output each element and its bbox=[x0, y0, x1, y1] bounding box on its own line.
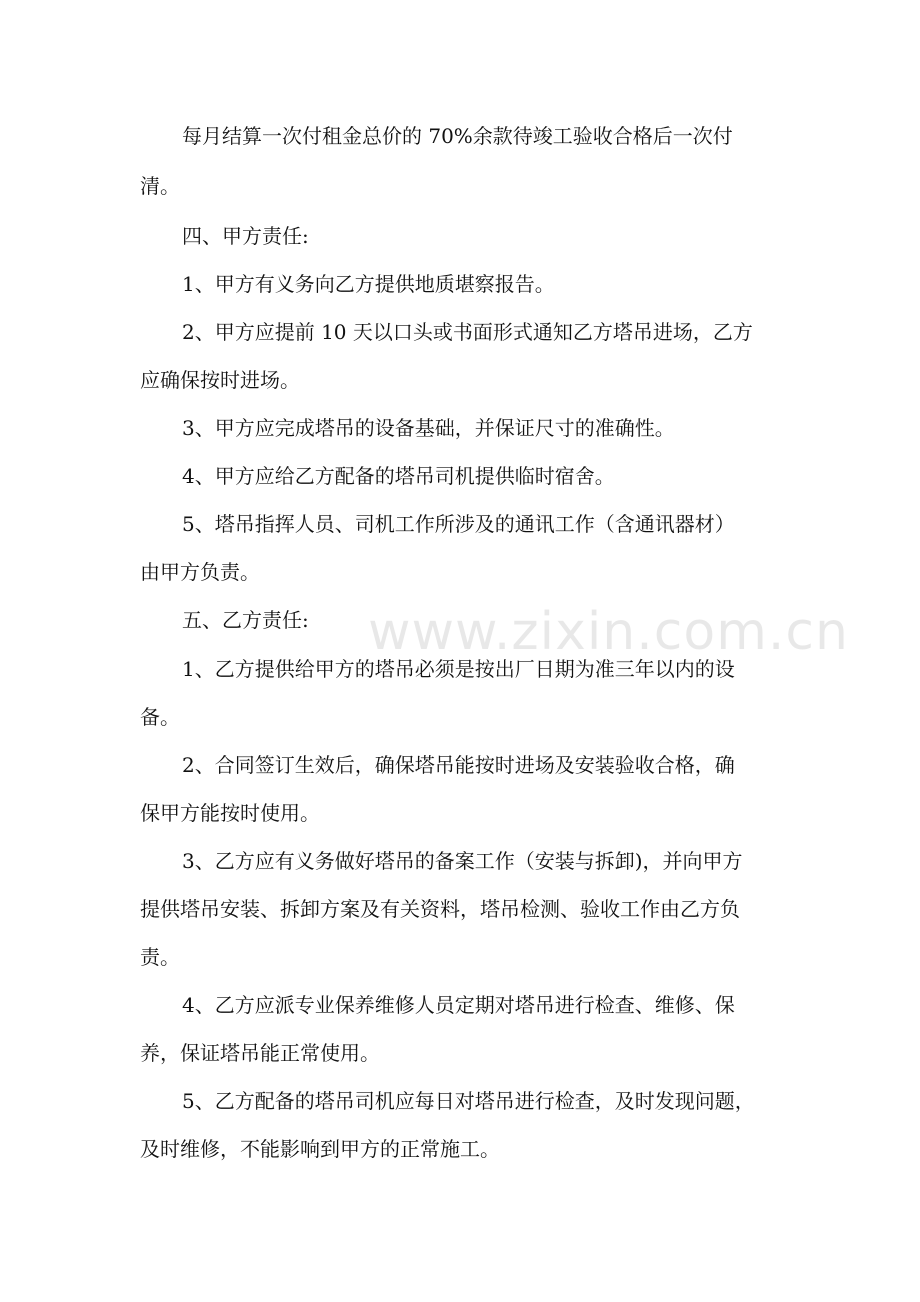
watermark-text: www.zixin.com.cn bbox=[368, 602, 849, 662]
paragraph-line: 提供塔吊安装、拆卸方案及有关资料，塔吊检测、验收工作由乙方负 bbox=[140, 897, 740, 921]
paragraph-line: 应确保按时进场。 bbox=[140, 368, 300, 392]
paragraph-line: 5、塔吊指挥人员、司机工作所涉及的通讯工作（含通讯器材） bbox=[182, 512, 735, 536]
section-heading: 四、甲方责任: bbox=[182, 224, 309, 248]
paragraph-line: 保甲方能按时使用。 bbox=[140, 801, 320, 825]
paragraph-line: 3、甲方应完成塔吊的设备基础，并保证尺寸的准确性。 bbox=[182, 416, 675, 440]
paragraph-line: 4、乙方应派专业保养维修人员定期对塔吊进行检查、维修、保 bbox=[182, 993, 735, 1017]
paragraph-line: 2、合同签订生效后，确保塔吊能按时进场及安装验收合格，确 bbox=[182, 753, 735, 777]
paragraph-line: 由甲方负责。 bbox=[140, 560, 260, 584]
paragraph-line: 责。 bbox=[140, 945, 180, 969]
paragraph-line: 5、乙方配备的塔吊司机应每日对塔吊进行检查，及时发现问题， bbox=[182, 1089, 755, 1113]
paragraph-line: 1、乙方提供给甲方的塔吊必须是按出厂日期为准三年以内的设 bbox=[182, 657, 735, 681]
paragraph-line: 清。 bbox=[140, 174, 180, 198]
section-heading: 五、乙方责任: bbox=[182, 608, 309, 632]
paragraph-line: 1、甲方有义务向乙方提供地质堪察报告。 bbox=[182, 272, 555, 296]
paragraph-line: 3、乙方应有义务做好塔吊的备案工作（安装与拆卸)，并向甲方 bbox=[182, 849, 743, 873]
paragraph-line: 2、甲方应提前 10 天以口头或书面形式通知乙方塔吊进场，乙方 bbox=[182, 320, 753, 344]
paragraph-line: 养，保证塔吊能正常使用。 bbox=[140, 1041, 380, 1065]
paragraph-line: 每月结算一次付租金总价的 70%余款待竣工验收合格后一次付 bbox=[182, 124, 733, 148]
paragraph-line: 备。 bbox=[140, 705, 180, 729]
paragraph-line: 4、甲方应给乙方配备的塔吊司机提供临时宿舍。 bbox=[182, 464, 615, 488]
paragraph-line: 及时维修，不能影响到甲方的正常施工。 bbox=[140, 1137, 500, 1161]
